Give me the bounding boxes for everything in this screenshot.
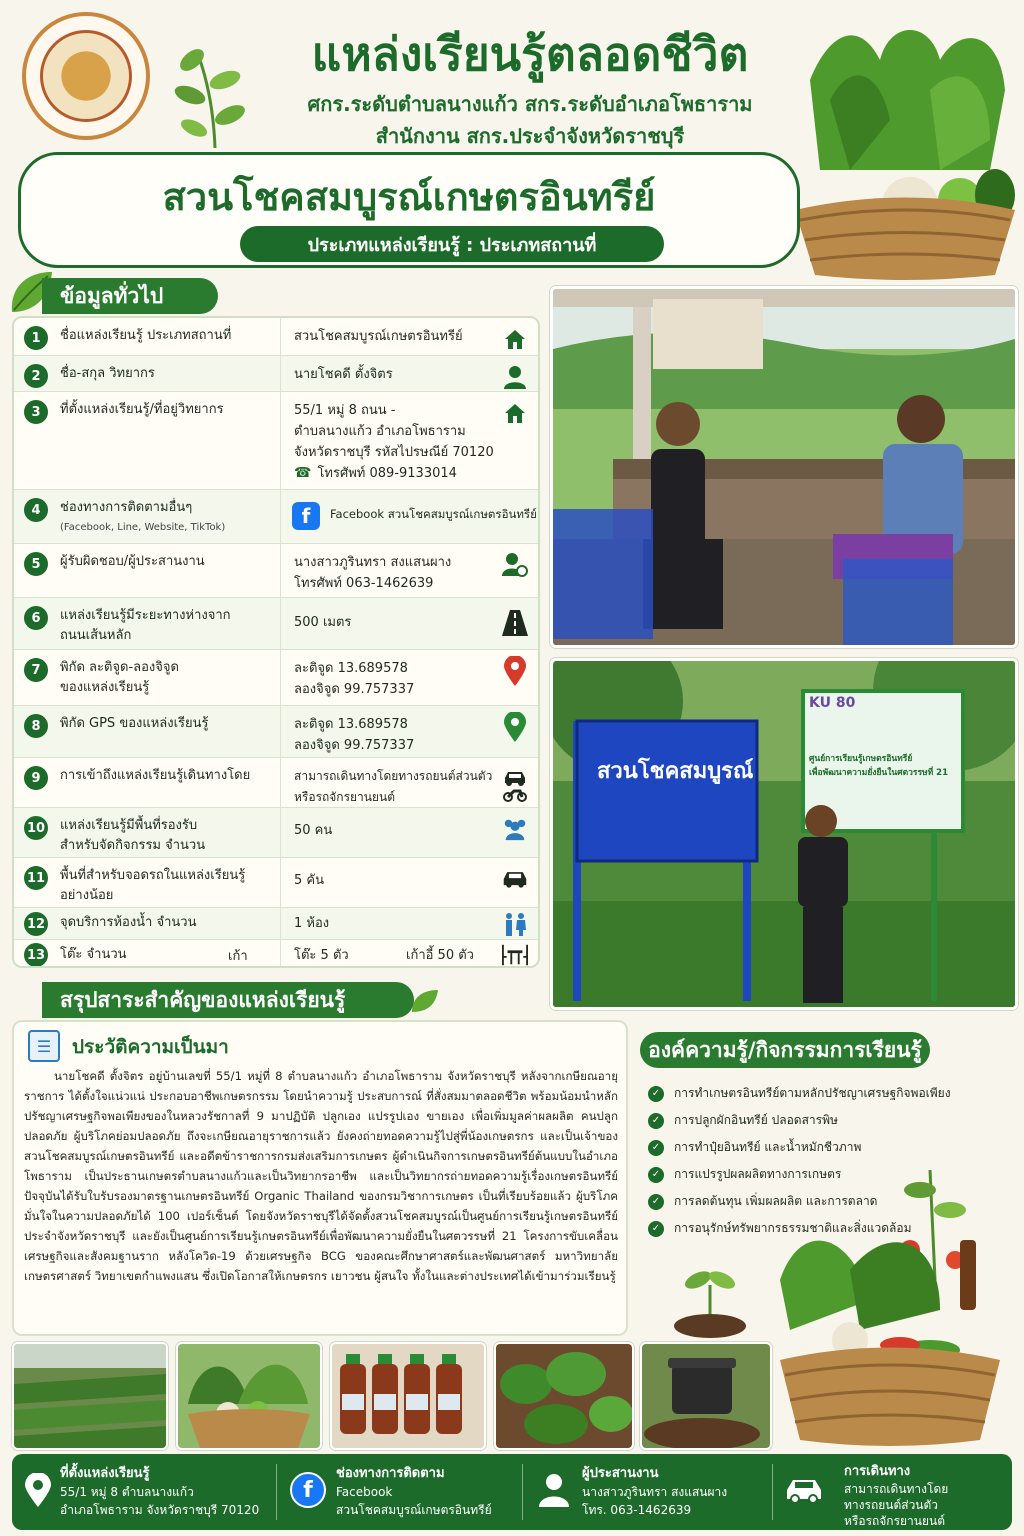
list-item — [648, 1107, 988, 1134]
map-pin-green-icon — [502, 714, 528, 740]
row-number: 3 — [24, 400, 48, 424]
person-icon — [502, 364, 528, 390]
row-label-line-1: พื้นที่สำหรับจอดรถในแหล่งเรียนรู้ — [60, 868, 246, 883]
footer-contact-title: ช่องทางการติดตาม — [336, 1466, 445, 1481]
map-pin-red-icon — [502, 658, 528, 684]
table-row — [14, 650, 538, 706]
facebook-icon[interactable]: f — [292, 502, 320, 530]
knowledge-heading: องค์ความรู้/กิจกรรมการเรียนรู้ — [640, 1032, 930, 1068]
table-row — [14, 940, 538, 968]
footer-travel-line-3: หรือรถจักรยานยนต์ — [844, 1514, 946, 1528]
row-value: 500 เมตร — [294, 615, 352, 630]
subtitle-office-level: ศกร.ระดับตำบลนางแก้ว สกร.ระดับอำเภอโพธาราม — [307, 92, 753, 116]
row-value: นายโชคดี ตั้งจิตร — [294, 367, 393, 382]
restroom-icon — [502, 911, 528, 937]
table-row — [14, 392, 538, 490]
list-item — [648, 1080, 988, 1107]
row-number: 13 — [24, 943, 48, 967]
table-row — [14, 356, 538, 392]
knowledge-item-text: การลดต้นทุน เพิ่มผลผลิต และการตลาด — [674, 1194, 878, 1208]
row-sublabel: (Facebook, Line, Website, TikTok) — [60, 522, 226, 533]
check-icon: ✓ — [648, 1086, 664, 1102]
signboard-scene-illustration — [553, 661, 1015, 1007]
interview-photo — [550, 286, 1018, 648]
footer-divider — [772, 1464, 773, 1520]
footer-coordinator — [582, 1462, 762, 1519]
row-label: พิกัด GPS ของแหล่งเรียนรู้ — [60, 716, 209, 731]
longitude-value: ลองจิจูด 99.757337 — [294, 682, 415, 697]
row-value: 5 คัน — [294, 873, 324, 888]
row-label-line-1: พิกัด ละติจูด-ลองจิจูด — [60, 660, 179, 675]
general-info-table — [12, 316, 540, 968]
row-label-line-1: แหล่งเรียนรู้มีพื้นที่รองรับ — [60, 818, 198, 833]
table-row — [14, 858, 538, 908]
signboard-photo — [550, 658, 1018, 1010]
place-name: สวนโชคสมบูรณ์เกษตรอินทรีย์ — [162, 175, 656, 219]
footer-travel-title: การเดินทาง — [844, 1464, 911, 1479]
people-icon — [502, 816, 528, 842]
address-line-1: 55/1 หมู่ 8 ถนน - — [294, 403, 396, 418]
footer-location-line-1: 55/1 หมู่ 8 ตำบลนางแก้ว — [60, 1485, 194, 1499]
table-row — [14, 808, 538, 858]
row-value-address — [294, 400, 504, 484]
history-title: ประวัติความเป็นมา — [72, 1036, 229, 1058]
learning-center-sign-title: ศูนย์การเรียนรู้เกษตรอินทรีย์ — [809, 754, 913, 764]
row-value-travel — [294, 766, 510, 808]
address-line-3: จังหวัดราชบุรี รหัสไปรษณีย์ 70120 — [294, 445, 494, 460]
knowledge-item-text: การปลูกผักอินทรีย์ ปลอดสารพิษ — [674, 1113, 838, 1127]
row-label — [60, 498, 270, 538]
row-number: 6 — [24, 606, 48, 630]
partner-logo: KU 80 — [809, 695, 856, 711]
footer-location-title: ที่ตั้งแหล่งเรียนรู้ — [60, 1466, 150, 1481]
footer-coordinator-title: ผู้ประสานงาน — [582, 1466, 659, 1481]
house-icon — [502, 326, 528, 352]
travel-line-2: หรือรถจักรยานยนต์ — [294, 790, 396, 804]
table-row — [14, 908, 538, 940]
footer-contact-line-1[interactable]: Facebook — [336, 1485, 393, 1499]
row-value-gps — [294, 714, 504, 756]
subtitle-provincial-office: สำนักงาน สกร.ประจำจังหวัดราชบุรี — [375, 124, 685, 148]
row-label-line-1: แหล่งเรียนรู้มีระยะทางห่างจาก — [60, 608, 231, 623]
car-icon — [784, 1470, 824, 1510]
row-label — [60, 866, 270, 906]
table-row — [14, 598, 538, 650]
chair-count-value: เก้าอี้ 50 ตัว — [406, 948, 474, 963]
row-number: 2 — [24, 364, 48, 388]
row-value: 1 ห้อง — [294, 916, 330, 931]
footer-location-line-2: อำเภอโพธาราม จังหวัดราชบุรี 70120 — [60, 1503, 260, 1517]
footer-coordinator-name: นางสาวภูรินทรา สงแสนผาง — [582, 1485, 728, 1499]
footer-travel — [844, 1460, 1004, 1529]
gps-longitude-value: ลองจิจูด 99.757337 — [294, 738, 415, 753]
leafy-greens-photo — [494, 1342, 634, 1450]
footer-coordinator-phone[interactable]: โทร. 063-1462639 — [582, 1503, 692, 1517]
summary-heading: สรุปสาระสำคัญของแหล่งเรียนรู้ — [42, 982, 414, 1018]
footer-contact — [336, 1462, 516, 1519]
row-number: 5 — [24, 552, 48, 576]
signboard-main-text: สวนโชคสมบูรณ์ — [597, 759, 754, 784]
knowledge-item-text: การแปรรูปผลผลิตทางการเกษตร — [674, 1167, 842, 1181]
row-value: สวนโชคสมบูรณ์เกษตรอินทรีย์ — [294, 329, 463, 344]
vegetable-basket-illustration — [790, 20, 1020, 280]
knowledge-item-text: การทำปุ๋ยอินทรีย์ และน้ำหมักชีวภาพ — [674, 1140, 862, 1154]
check-icon: ✓ — [648, 1167, 664, 1183]
row-label — [60, 606, 270, 646]
check-icon: ✓ — [648, 1221, 664, 1237]
table-row — [14, 490, 538, 544]
row-number: 8 — [24, 714, 48, 738]
table-row — [14, 318, 538, 356]
row-label: จุดบริการห้องน้ำ จำนวน — [60, 915, 197, 930]
vegetable-field-photo — [12, 1342, 168, 1450]
table-count-value: โต๊ะ 5 ตัว — [294, 948, 349, 963]
interview-scene-illustration — [553, 289, 1015, 645]
check-icon: ✓ — [648, 1194, 664, 1210]
bio-fertilizer-bottles-photo — [330, 1342, 486, 1450]
seal-emblem-icon — [40, 30, 132, 122]
table-row — [14, 544, 538, 598]
row-label: ชื่อ-สกุล วิทยากร — [60, 366, 155, 381]
vegetable-basket-photo — [176, 1342, 322, 1450]
knowledge-item-text: การอนุรักษ์ทรัพยากรธรรมชาติและสิ่งแวดล้อม — [674, 1221, 912, 1235]
leaf-sprig-icon — [170, 40, 260, 150]
footer-location — [60, 1462, 270, 1519]
general-info-heading: ข้อมูลทั่วไป — [42, 278, 218, 314]
car-icon — [502, 866, 528, 892]
row-number: 11 — [24, 866, 48, 890]
row-label-right: เก้า — [228, 949, 248, 964]
row-number: 4 — [24, 498, 48, 522]
row-label-text: ช่องทางการติดตามอื่นๆ — [60, 500, 193, 515]
row-label-line-2: สำหรับจัดกิจกรรม จำนวน — [60, 838, 206, 853]
footer-divider — [522, 1464, 523, 1520]
row-label: ที่ตั้งแหล่งเรียนรู้/ที่อยู่วิทยากร — [60, 402, 224, 417]
footer-divider — [276, 1464, 277, 1520]
row-label: ชื่อแหล่งเรียนรู้ ประเภทสถานที่ — [60, 328, 232, 343]
car-motorbike-icon — [502, 766, 528, 806]
road-icon — [502, 610, 528, 636]
facebook-icon[interactable]: f — [288, 1470, 328, 1510]
seedling-soil-illustration — [670, 1260, 750, 1340]
house-icon — [502, 400, 528, 426]
footer-travel-line-2: ทางรถยนต์ส่วนตัว — [844, 1498, 939, 1512]
phone-icon: ☎ — [294, 465, 312, 481]
row-value-coordinator — [294, 552, 504, 594]
document-icon: ☰ — [28, 1030, 60, 1062]
footer-contact-line-2[interactable]: สวนโชคสมบูรณ์เกษตรอินทรีย์ — [336, 1503, 492, 1517]
table-row — [14, 706, 538, 758]
latitude-value: ละติจูด 13.689578 — [294, 661, 408, 676]
row-number: 7 — [24, 658, 48, 682]
row-label-line-2: อย่างน้อย — [60, 888, 114, 903]
location-pin-icon — [18, 1470, 58, 1510]
row-label: การเข้าถึงแหล่งเรียนรู้เดินทางโดย — [60, 768, 251, 783]
row-label — [60, 658, 270, 698]
row-number: 12 — [24, 912, 48, 936]
check-icon: ✓ — [648, 1113, 664, 1129]
coordinator-phone[interactable]: โทรศัพท์ 063-1462639 — [294, 576, 434, 591]
list-item — [648, 1134, 988, 1161]
leaf-icon — [410, 988, 440, 1014]
check-icon: ✓ — [648, 1140, 664, 1156]
main-title: แหล่งเรียนรู้ตลอดชีวิต — [311, 27, 749, 81]
row-number: 10 — [24, 816, 48, 840]
travel-line-1: สามารถเดินทางโดยทางรถยนต์ส่วนตัว — [294, 769, 493, 783]
row-label: โต๊ะ จำนวน — [60, 947, 127, 962]
table-chair-icon — [502, 942, 528, 968]
facebook-page-link[interactable]: Facebook สวนโชคสมบูรณ์เกษตรอินทรีย์ — [330, 507, 537, 521]
row-label-line-2: ถนนเส้นหลัก — [60, 628, 132, 643]
phone-line — [294, 463, 504, 484]
phone-number[interactable]: โทรศัพท์ 089-9133014 — [317, 466, 457, 481]
organization-seal-logo — [22, 12, 150, 140]
compost-bin-photo — [640, 1342, 772, 1450]
person-icon — [534, 1470, 574, 1510]
coordinator-name: นางสาวภูรินทรา สงแสนผาง — [294, 555, 452, 570]
row-label — [60, 816, 270, 856]
vegetable-basket-illustration — [760, 1160, 1020, 1450]
address-line-2: ตำบลนางแก้ว อำเภอโพธาราม — [294, 424, 466, 439]
row-value-coordinates — [294, 658, 504, 700]
place-type-badge: ประเภทแหล่งเรียนรู้ : ประเภทสถานที่ — [240, 226, 664, 262]
knowledge-item-text: การทำเกษตรอินทรีย์ตามหลักปรัชญาเศรษฐกิจพอเพียง — [674, 1086, 951, 1100]
row-label: ผู้รับผิดชอบ/ผู้ประสานงาน — [60, 554, 205, 569]
coordinator-icon — [502, 552, 528, 578]
row-number: 9 — [24, 766, 48, 790]
gps-latitude-value: ละติจูด 13.689578 — [294, 717, 408, 732]
history-text: นายโชคดี ตั้งจิตร อยู่บ้านเลขที่ 55/1 หมู่ที่ 8 ตำบลนางแก้ว อำเภอโพธาราม จังหวัดราชบุรี หลังจากเกษียณอายุราชการ ได้ตั้งใจแน่วแน่ ประกอบอาชีพเกษตรกรรม โดยนำความรู้ ประสบการณ์ ที่สั่งสมมาตลอดชีวิต พร้อมน้อมนำหลักปรัชญาเศรษฐกิจพอเพียงของในหลวงรัชกาลที่ 9 มาปฏิบัติ ปลูกเอง แปรรูปเอง ขายเอง เพื่อเพิ่มมูลค่าผลผลิต คนปลูกปลอดภัย ผู้บริโภคย่อมปลอดภัย ถึงจะเกษียณอายุราชการแล้ว ยังคงถ่ายทอดความรู้ไปสู่พี่น้องเกษตรกร และเป็นเจ้าของสวนโชคสมบูรณ์เกษตรอินทรีย์ และอดีตข้าราชการกรมส่งเสริมการเกษตร ผู้ดำเนินกิจการเกษตรอินทรีย์ต้นแบบในอำเภอโพธาราม เป็นประธานเกษตรตำบลนางแก้วและเป็นวิทยากรอาชีพ และเป็นวิทยากรถ่ายทอดความรู้เรื่องเกษตรอินทรีย์ ปัจจุบันได้รับใบรับรองมาตรฐานเกษตรอินทรีย์ Organic Thailand ของกรมวิชาการเกษตร เป็นที่เรียบร้อยแล้ว ผู้บริโภคมั่นใจในความปลอดภัยได้ 100 เปอร์เซ็นต์ โดยจังหวัดราชบุรีได้จัดตั้งสวนโชคสมบูรณ์เป็นศูนย์การเรียนรู้เกษตรอินทรีย์ ประจำจังหวัดราชบุรี และยังเป็นศูนย์การเรียนรู้เกษตรอินทรีย์เพื่อพัฒนาความยั่งยืนในศตวรรษที่ 21 โครงการขับเคลื่อนเศรษฐกิจและสังคมฐานราก หลังโควิด-19 ด้วยเศรษฐกิจ BCG ของคณะศึกษาศาสตร์และพัฒนศาสตร์ มหาวิทยาลัยเกษตรศาสตร์ วิทยาเขตกำแพงแสน ซึ่งเปิดโอกาสให้เกษตรกร เยาวชน ผู้สนใจ ทั้งในและต่างประเทศได้เข้ามาร่วมเรียนรู้ — [24, 1069, 618, 1283]
learning-center-sign-subtitle: เพื่อพัฒนาความยั่งยืนในศตวรรษที่ 21 — [809, 768, 949, 778]
row-value: 50 คน — [294, 823, 333, 838]
row-number: 1 — [24, 326, 48, 350]
row-label-line-2: ของแหล่งเรียนรู้ — [60, 680, 150, 695]
footer-travel-line-1: สามารถเดินทางโดย — [844, 1482, 949, 1496]
table-row — [14, 758, 538, 808]
